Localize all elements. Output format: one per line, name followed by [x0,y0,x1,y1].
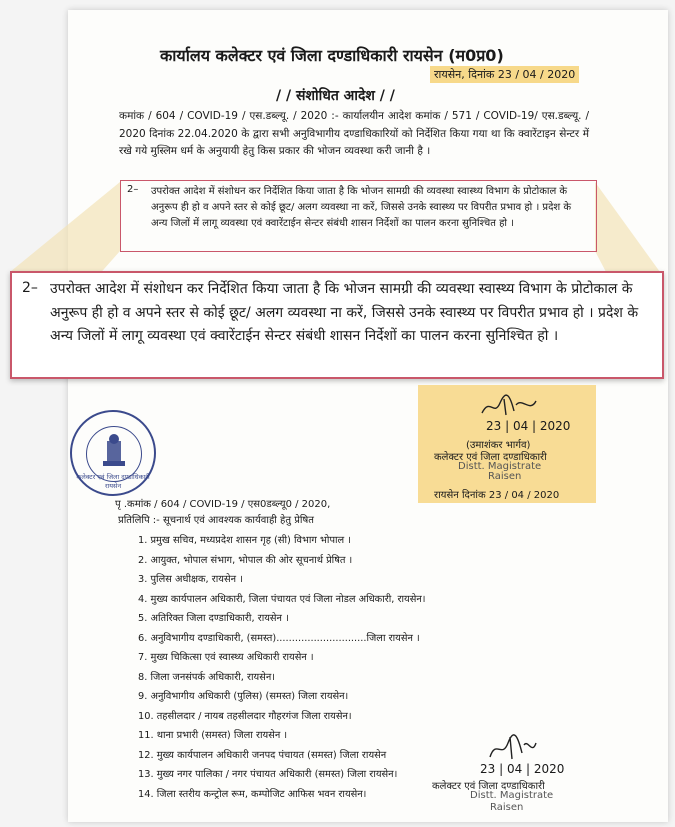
point-2-box [120,180,597,252]
list-item: 14. जिला स्तरीय कन्ट्रोल रूम, कम्पोजिट आफिस भवन रायसेन। [138,788,367,800]
collector-seal [70,410,156,496]
signature-date: 23 | 04 | 2020 [486,419,571,433]
bottom-designation: कलेक्टर एवं जिला दण्डाधिकारी [432,781,545,792]
header-place-date: रायसेन, दिनांक 23 / 04 / 2020 [430,66,579,83]
point-2-number: 2– [127,184,139,195]
bottom-signature-date: 23 | 04 | 2020 [480,762,565,776]
signatory-designation: कलेक्टर एवं जिला दण्डाधिकारी [434,452,547,463]
seal-text: कलेक्टर एवं जिला दण्डाधिकारी रायसेन [76,473,150,490]
copies-list [138,531,426,804]
zoomed-point-2 [10,271,664,379]
list-item: 9. अनुविभागीय अधिकारी (पुलिस) (समस्त) जिला रायसेन। [138,691,349,702]
list-item: 8. जिला जनसंपर्क अधिकारी, रायसेन। [138,671,275,683]
point-2-text: उपरोक्त आदेश में संशोधन कर निर्देशित किया जाता है कि भोजन सामग्री की व्यवस्था स्वास्थ्य विभाग के प्रोटोकाल के अनुरूप ही हो व अपने स्तर से कोई छूट/ अलग व्यवस्था ना करें, जिससे उनके स्वास्थ्य पर विपरीत प्रभाव हो । प्रदेश के अन्य जिलों में लागू व्यवस्था एवं क्वारेंटाईन सेन्टर संबंधी शासन निर्देशों का पालन करना सुनिश्चित हो । [151,186,572,229]
zoomed-point-2-text: उपरोक्त आदेश में संशोधन कर निर्देशित किया जाता है कि भोजन सामग्री की व्यवस्था स्वास्थ्य विभाग के प्रोटोकाल के अनुरूप ही हो व अपने स्तर से कोई छूट/ अलग व्यवस्था ना करें, जिससे उनके स्वास्थ्य पर विपरीत प्रभाव हो । प्रदेश के अन्य जिलों में लागू व्यवस्था एवं क्वारेंटाईन सेन्टर संबंधी शासन निर्देशों का पालन करना सुनिश्चित हो । [50,281,639,344]
list-item: 11. थाना प्रभारी (समस्त) जिला रायसेन । [138,730,288,741]
zoomed-point-2-number: 2– [22,280,38,296]
signature-block [418,385,596,503]
reference-paragraph: कमांक / 604 / COVID-19 / एस.डब्ल्यू. / 2020 :- कार्यालयीन आदेश कमांक / 571 / COVID-19/ एस.डब्ल्यू. / 2020 दिनांक 22.04.2020 के द्वारा सभी अनुविभागीय दण्डाधिकारियों को निर्देशित किया गया था कि क्वारेंटाइन सेन्टर में रखे गये मुस्लिम धर्म के अनुयायी हेतु किस प्रकार की भोजन व्यवस्था करी जानी है । [119,110,589,157]
list-item: 1. प्रमुख सचिव, मध्यप्रदेश शासन गृह (सी) विभाग भोपाल । [138,535,352,546]
signatory-district: Distt. Magistrate [458,461,542,472]
list-item: 13. मुख्य नगर पालिका / नगर पंचायत अधिकारी (समस्त) जिला रायसेन। [138,769,398,780]
signatory-name: (उमाशंकर भार्गव) [466,440,531,451]
signature-place-date: रायसेन दिनांक 23 / 04 / 2020 [434,490,560,501]
copies-intro: प्रतिलिपि :- सूचनार्थ एवं आवश्यक कार्यवाही हेतु प्रेषित [118,515,314,526]
list-item: 7. मुख्य चिकित्सा एवं स्वास्थ्य अधिकारी रायसेन । [138,652,314,663]
bottom-district: Distt. Magistrate [470,790,554,801]
list-item: 5. अतिरिक्त जिला दण्डाधिकारी, रायसेन । [138,613,289,624]
copies-reference: पृ .कमांक / 604 / COVID-19 / एस0डब्ल्यू0 / 2020, [115,499,331,510]
list-item: 12. मुख्य कार्यपालन अधिकारी जनपद पंचायत (समस्त) जिला रायसेन [138,749,387,761]
office-title: कार्यालय कलेक्टर एवं जिला दण्डाधिकारी रायसेन (म0प्र0) [160,46,504,65]
list-item: 3. पुलिस अधीक्षक, रायसेन । [138,574,243,585]
list-item: 4. मुख्य कार्यपालन अधिकारी, जिला पंचायत एवं जिला नोडल अधिकारी, रायसेन। [138,593,426,605]
list-item: 10. तहसीलदार / नायब तहसीलदार गौहरगंज जिला रायसेन। [138,710,352,722]
signatory-district-en: Raisen [488,471,522,482]
list-item: 6. अनुविभागीय दण्डाधिकारी, (समस्त).............................जिला रायसेन । [138,632,420,644]
order-heading: / / संशोधित आदेश / / [276,88,395,104]
signature-scribble-icon [480,393,540,419]
bottom-district-en: Raisen [490,802,524,813]
bottom-signature-scribble-icon [488,733,538,763]
list-item: 2. आयुक्त, भोपाल संभाग, भोपाल की ओर सूचनार्थ प्रेषित । [138,554,353,566]
